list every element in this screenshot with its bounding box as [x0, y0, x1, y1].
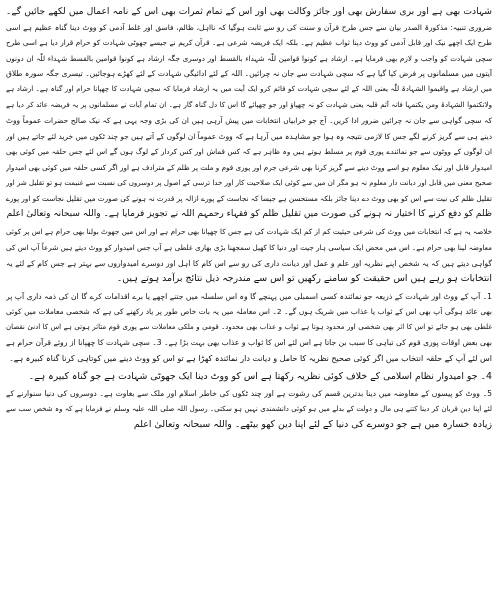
text-line: ان لوگوں کے ووٹوں سے جو نمائندے پوری قوم پر مسلط ہوتے ہیں وہ ظاہر ہے کہ کس قماش اور کس کردار کے لوگ ہوں گے اس لئے جس حلقہ میں کوئی بھی: [6, 147, 492, 157]
text-line: گواہی دیتے ہیں کہ یہ شخص اپنے نظریہ اور علم و عمل اور دیانت داری کی رو سے اس کام کا اہل اور دوسرے امیدواروں سے بہتر ہے جس کام کے لئے یہ: [6, 258, 492, 268]
text-line: بھی بعض اوقات پوری قوم کی تباہی کا سبب بن جاتا ہے اس لئے اس کا ثواب و عذاب بھی بہت بڑا ہے۔ 3۔ سچی شہادت کا چھپانا از روئے قرآن حرام ہے: [6, 338, 492, 348]
text-line: زیادہ خسارہ میں ہے جو دوسرے کی دنیا کے لئے اپنا دین کھو بیٹھے۔ واللہ سبحانہ وتعالیٰ اعلم: [133, 419, 492, 431]
text-line: دینے ہی سے گریز کرنے لگے جس کا لازمی نتیجہ وہ ہوا جو مشاہدہ میں آرہا ہے کہ ووٹ عموماً ان لوگوں کے آتے ہیں جو چند ٹکوں میں خرید لئے جاتے ہیں اور: [6, 131, 492, 141]
text-line: میں ارشاد ہے واقیموا الشہادۃ للّٰہ یعنی اللہ کے لئے سچی شہادت کو قائم کرو ایک آیت میں یہ ارشاد فرمایا کہ سچی شہادت کا چھپانا حرام اور گناہ ہے۔ ارشاد ہے: [6, 84, 492, 93]
text-line: انتخابات ہو رہے ہیں اس حقیقت کو سامنے رکھیں تو اس سے مندرجہ ذیل نتائج برآمد ہوتے ہیں۔: [116, 273, 492, 285]
text-line: معاوضہ لینا بھی حرام ہے۔ اس میں محض ایک سیاسی ہار جیت اور دنیا کا کھیل سمجھنا بڑی بھاری غلطی ہے آپ جس امیدوار کو ووٹ دیتے ہیں شرعاً آپ اس کی: [6, 242, 492, 252]
text-line: اس لئے آپ کے حلقہ انتخاب میں اگر کوئی صحیح نظریہ کا حامل و دیانت دار نمائندہ کھڑا ہے تو اس کو ووٹ دینے میں کوتاہی کرنا گناہ کبیرہ ہے۔: [9, 354, 492, 364]
text-line: 1۔ آپ کے ووٹ اور شہادت کے ذریعہ جو نمائندہ کسی اسمبلی میں پہنچے گا وہ اس سلسلہ میں جتنے اچھے یا برے اقدامات کرے گا ان کی ذمہ داری آپ پر: [6, 291, 492, 301]
paragraph: [6, 224, 492, 286]
text-line: ظلم کو دفع کرنے کا اختیار نہ ہونے کی صورت میں تقلیل ظلم کو فقہاء رحمہم اللہ نے تجویز فرمایا ہے۔ واللہ سبحانہ وتعالیٰ اعلم: [6, 208, 492, 219]
text-line: شہادت بھی ہے اور بری سفارش بھی اور جائز وکالت بھی اور اس کے تمام ثمرات بھی اس کے نامہ اعمال میں لکھے جائیں گے۔: [6, 6, 492, 17]
text-line: ضروری تنبیہ: مذکورۃ الصدر بیان سے جس طرح قرآن و سنت کی رو سے ثابت ہوگیا کہ نااہل، ظالم، فاسق اور غلط آدمی کو ووٹ دینا گناہ عظیم ہے اسی: [6, 22, 492, 32]
text-line: بھی عائد ہوگی آپ بھی اس کے ثواب یا عذاب میں شریک ہوں گے۔ 2۔ اس معاملہ میں یہ بات خاص طور پر یاد رکھنے کی ہے کہ شخصی معاملات میں کوئی: [6, 307, 492, 317]
text-line: آیتوں میں مسلمانوں پر فرض کیا گیا ہے کہ سچی شہادت سے جان نہ چرائیں۔ اللہ کے لئے ادائیگی شہادت کے لئے کھڑے ہوجائیں۔ تیسری جگہ سورہ طلاق: [6, 69, 492, 79]
paragraph: [6, 386, 492, 433]
text-line: 4۔ جو امیدوار نظام اسلامی کے خلاف کوئی نظریہ رکھتا ہے اس کو ووٹ دینا ایک جھوٹی شہادت ہے جو گناہ کبیرہ ہے۔: [28, 370, 492, 382]
text-line: تقلیل ظلم کی نیت سے اس کو بھی ووٹ دے دینا جائز بلکہ مستحسن ہے جیسا کہ نجاست کے پورے ازالہ پر قدرت نہ ہونے کی صورت میں تقلیل نجاست کو اور پورے: [6, 194, 492, 204]
paragraph: [6, 4, 492, 222]
text-line: 5۔ ووٹ کو پیسوں کے معاوضہ میں دینا بدترین قسم کی رشوت ہے اور چند ٹکوں کی خاطر اسلام اور ملک سے بغاوت ہے۔ دوسروں کی دنیا سنوارنے کے: [6, 389, 492, 399]
text-line: لئے اپنا دین قربان کر دینا کتنے ہی مال و دولت کے بدلے میں ہو کوئی دانشمندی نہیں ہو سکتی۔ رسول اللہ صلی اللہ علیہ وسلم نے فرمایا ہے کہ وہ شخص سب سے: [6, 404, 492, 413]
text-line: کہ سچی گواہی سے جان نہ چرائیں ضرور ادا کریں۔ آج جو خرابیاں انتخابات میں پیش آرہی ہیں ان کی بڑی وجہ یہی ہے کہ نیک صالح حضرات عموماً ووٹ: [6, 116, 492, 126]
text-line: ولاتکتموا الشہادۃ ومن یکتمہا فانہ آثم قلبہ یعنی شہادت کو نہ چھپاؤ اور جو چھپائے گا اس کا دل گناہ گار ہے۔ ان تمام آیات نے مسلمانوں پر یہ فریضہ عائد کر دیا ہے: [6, 100, 492, 109]
paragraph: [6, 369, 492, 385]
text-line: طرح ایک اچھے نیک اور قابل آدمی کو ووٹ دینا ثواب عظیم ہے۔ بلکہ ایک فریضہ شرعی ہے۔ قرآن کریم نے جیسے جھوٹی شہادت کو حرام قرار دیا ہے اسی طرح: [6, 38, 492, 48]
text-line: غلطی بھی ہو جائے تو اس کا اثر بھی شخصی اور محدود ہوتا ہے ثواب و عذاب بھی محدود۔ قومی و ملکی معاملات سے پوری قوم متاثر ہوتی ہے اس کا ادنیٰ نقصان: [6, 322, 492, 331]
text-line: امیدوار قابل اور نیک معلوم ہو اسے ووٹ دینے سے گریز کرنا بھی شرعی جرم اور پوری قوم و ملت پر ظلم کے مترادف ہے اور اگر کسی حلقہ میں کوئی بھی امیدوار: [6, 162, 492, 172]
text-line: سچی شہادت کو واجب و لازم بھی فرمایا ہے۔ ارشاد ہے کونوا قوامین للّٰہ شہداء بالقسط اور دوسری جگہ ارشاد ہے کونوا قوامین بالقسط شہداء للّٰہ ان دونوں: [6, 53, 492, 63]
article-page: [6, 4, 492, 606]
paragraph: [6, 289, 492, 367]
text-line: خلاصہ یہ ہے کہ انتخابات میں ووٹ کی شرعی حیثیت کم از کم ایک شہادت کی ہے جس کا چھپانا بھی حرام ہے اور اس میں جھوٹ بولنا بھی حرام ہے اس پر کوئی: [6, 227, 492, 237]
text-line: صحیح معنی میں قابل اور دیانت دار معلوم نہ ہو مگر ان میں سے کوئی ایک صلاحیت کار اور خدا ترسی کے اصول پر دوسروں کی نسبت سے غنیمت ہو تو تقلیل شر اور: [6, 178, 492, 187]
